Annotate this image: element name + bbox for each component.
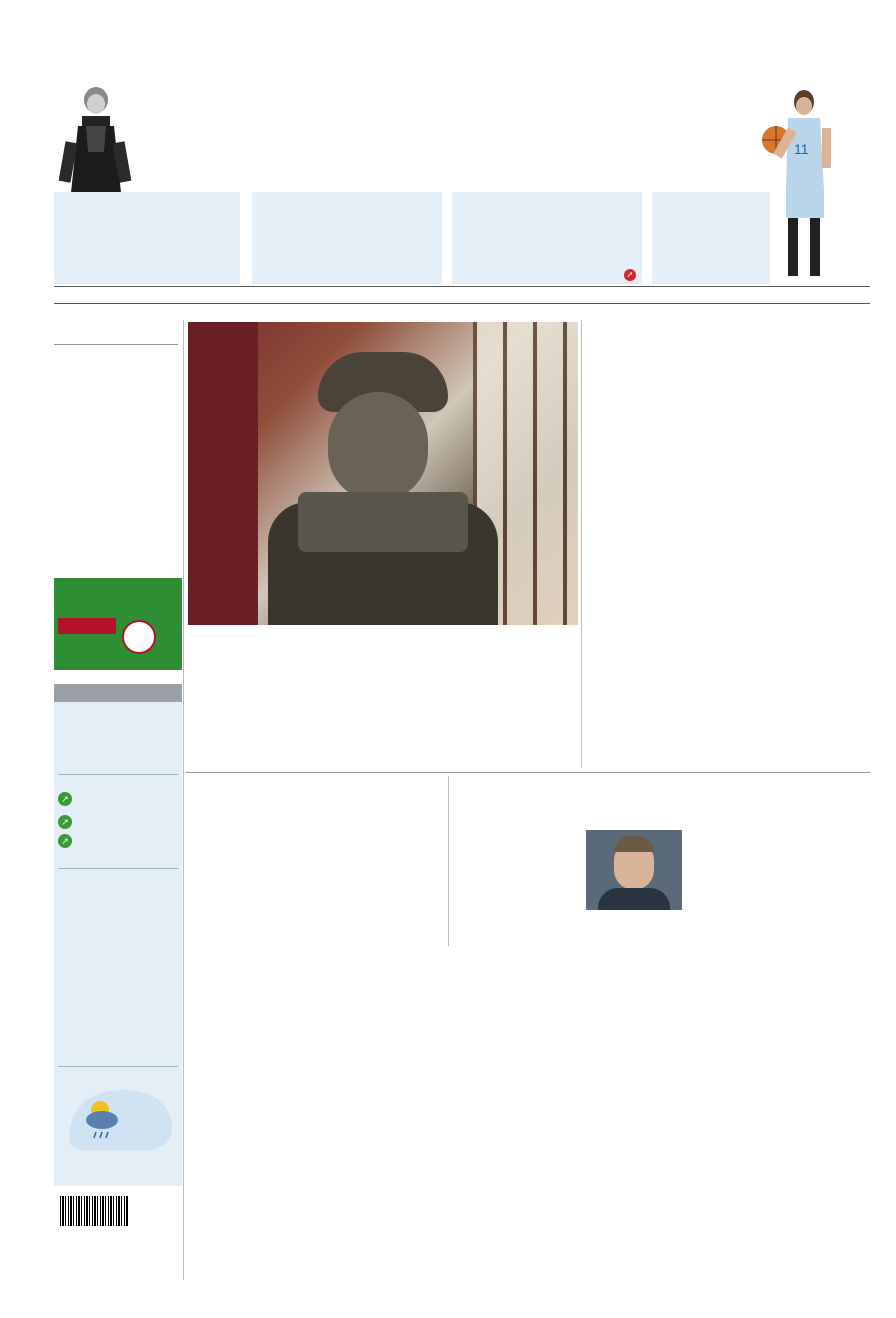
palme-ad[interactable]	[54, 578, 182, 670]
svg-text:11: 11	[794, 141, 809, 157]
cursor-icon: ➚	[624, 269, 636, 281]
arrow-up-icon: ↗	[58, 792, 72, 806]
teaser-dolphins[interactable]	[652, 192, 770, 284]
lindner-photo	[586, 830, 682, 910]
teaser-erdenbuerger[interactable]	[452, 192, 642, 284]
barcode-image	[60, 1196, 128, 1226]
miele-seal-icon	[122, 620, 156, 654]
weather-map-image	[60, 1084, 178, 1152]
basketball-player-image	[758, 80, 848, 285]
dienstmann-photo	[188, 322, 578, 625]
arrow-up-icon: ↗	[58, 815, 72, 829]
date-bar	[54, 288, 870, 302]
arrow-up-icon: ↗	[58, 834, 72, 848]
teaser-kult[interactable]	[252, 192, 442, 284]
masthead-title	[135, 64, 765, 156]
miele-logo	[58, 618, 116, 634]
tagesschau-box	[54, 702, 182, 1186]
tagesschau-header	[54, 684, 182, 702]
teaser-schwiers[interactable]	[54, 192, 240, 284]
